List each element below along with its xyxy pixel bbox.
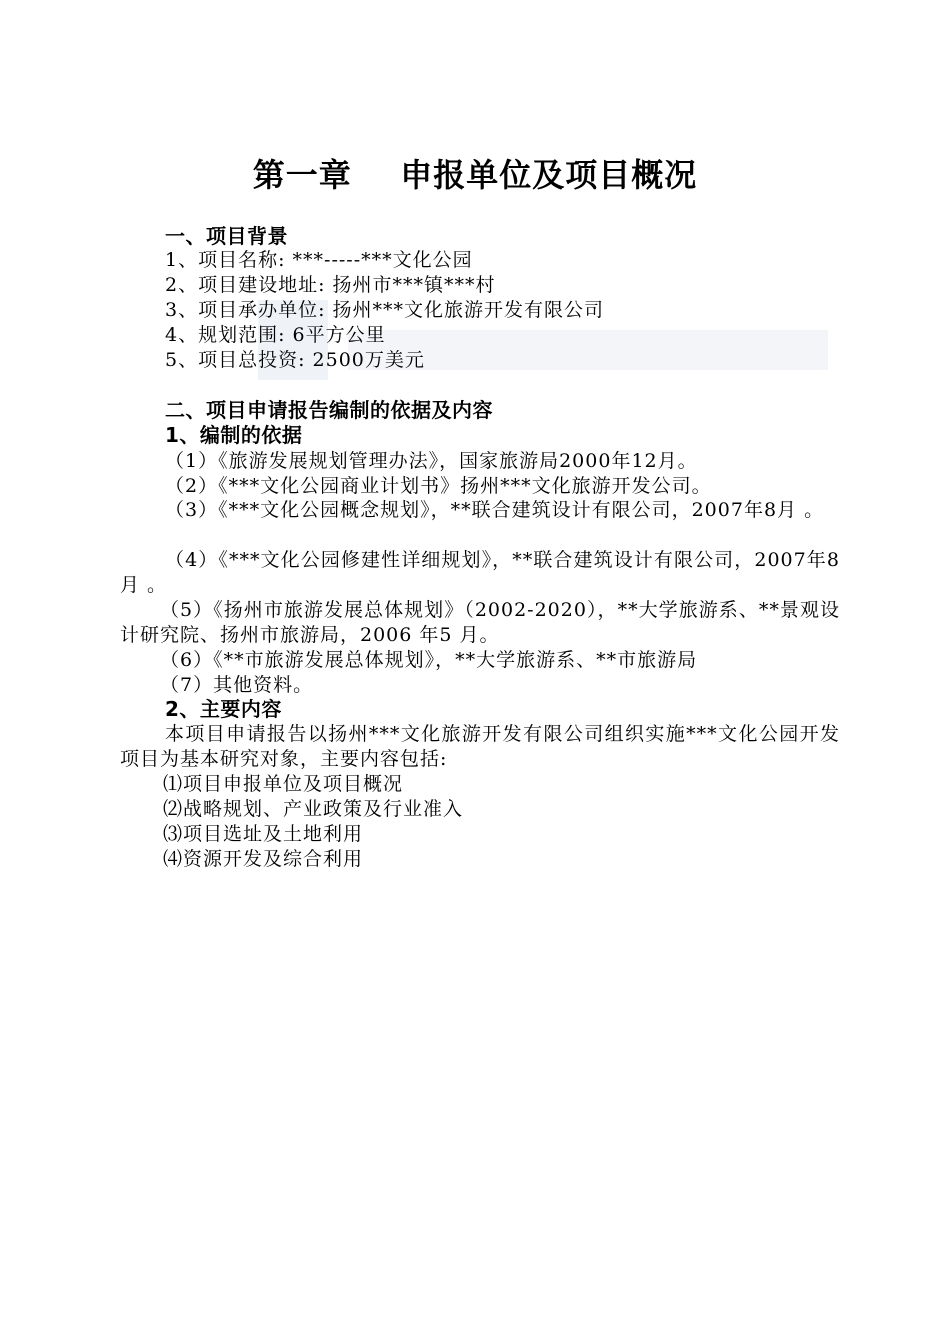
section1-heading: 一、项目背景	[165, 224, 288, 248]
content-item-1: ⑴项目申报单位及项目概况	[163, 773, 404, 795]
basis-heading: 1、编制的依据	[165, 423, 303, 447]
basis-item-3: （3）《***文化公园概念规划》，**联合建筑设计有限公司，2007年8月 。	[165, 499, 825, 521]
project-name-line: 1、项目名称: ***-----***文化公园	[165, 249, 473, 271]
content-item-4: ⑷资源开发及综合利用	[163, 848, 364, 870]
planning-scope-line: 4、规划范围: 6平方公里	[165, 324, 386, 346]
basis-item-5: （5）《扬州市旅游发展总体规划》（2002-2020），**大学旅游系、**景观设计研究院、扬州市旅游局，2006 年5 月。	[120, 599, 840, 646]
content-item-3: ⑶项目选址及土地利用	[163, 823, 364, 845]
basis-item-6: （6）《**市旅游发展总体规划》，**大学旅游系、**市旅游局	[160, 649, 698, 671]
total-investment-line: 5、项目总投资: 2500万美元	[165, 349, 425, 371]
basis-item-7: （7）其他资料。	[160, 674, 314, 696]
basis-item-4: （4）《***文化公园修建性详细规划》，**联合建筑设计有限公司，2007年8月 。	[120, 549, 840, 596]
section2-heading: 二、项目申请报告编制的依据及内容	[165, 398, 493, 422]
basis-item-1: （1）《旅游发展规划管理办法》，国家旅游局2000年12月。	[165, 450, 698, 472]
chapter-title: 第一章 申报单位及项目概况	[252, 156, 698, 194]
project-address-line: 2、项目建设地址: 扬州市***镇***村	[165, 274, 496, 296]
content-heading: 2、主要内容	[165, 697, 282, 721]
basis-item-2: （2）《***文化公园商业计划书》扬州***文化旅游开发公司。	[165, 475, 712, 497]
content-item-2: ⑵战略规划、产业政策及行业准入	[163, 798, 464, 820]
content-intro: 本项目申请报告以扬州***文化旅游开发有限公司组织实施***文化公园开发项目为基本研究对象，主要内容包括:	[120, 723, 840, 770]
project-organizer-line: 3、项目承办单位: 扬州***文化旅游开发有限公司	[165, 299, 605, 321]
